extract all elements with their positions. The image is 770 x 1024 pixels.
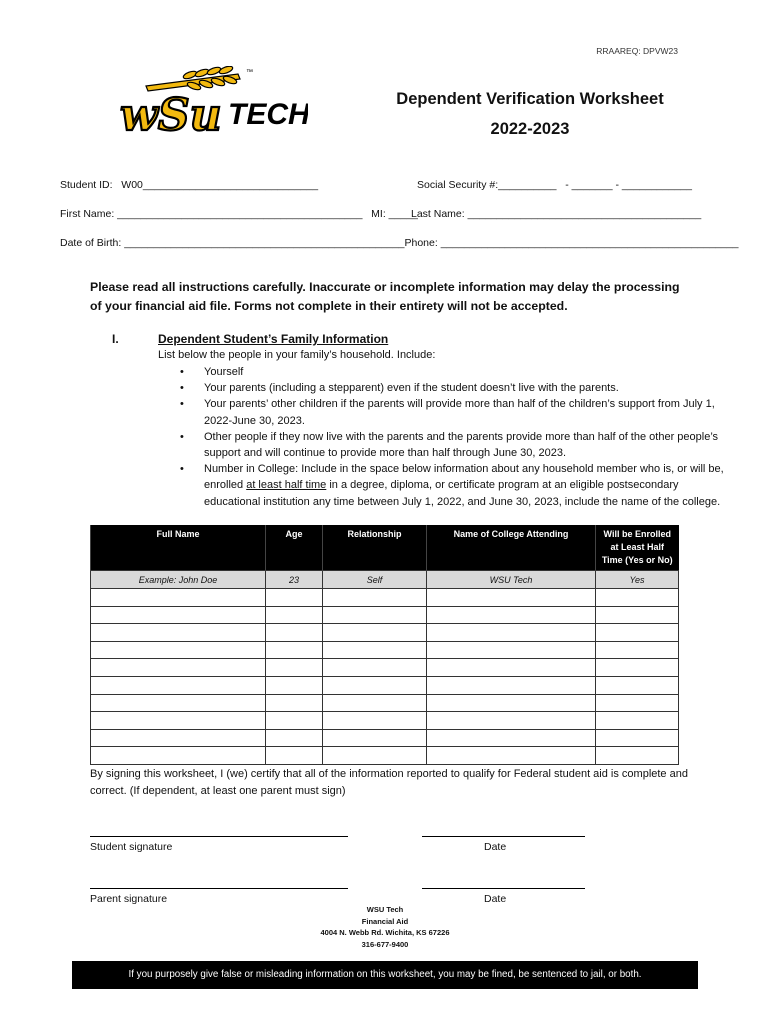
example-row bbox=[91, 571, 679, 589]
last-name-field[interactable]: Last Name: ________________________________________ bbox=[411, 208, 702, 220]
footer-street: 4004 N. Webb Rd. Wichita, KS 67226 bbox=[320, 928, 450, 937]
list-item: • Your parents’ other children if the parents will provide more than half of the children’s support from July 1, 2022-June 30, 2023. bbox=[204, 396, 734, 428]
example-relationship: Self bbox=[323, 571, 427, 589]
wsu-tech-logo-graphic bbox=[118, 66, 308, 146]
svg-text:™: ™ bbox=[246, 69, 253, 76]
include-list bbox=[160, 364, 734, 510]
list-item: • Other people if they now live with the parents and the parents provide more than half of the other people’s support and will continue to provide more than half through June 30, 2023. bbox=[204, 429, 734, 461]
header-college: Name of College Attending bbox=[427, 525, 596, 571]
dob-phone-field[interactable]: Date of Birth: ________________________________________________Phone: ___________________________________________________ bbox=[60, 237, 739, 249]
table-row[interactable] bbox=[91, 659, 679, 677]
svg-text:TECH: TECH bbox=[228, 98, 308, 131]
header-enrolled: Will be Enrolled at Least Half Time (Yes or No) bbox=[596, 525, 679, 571]
list-item: • Yourself bbox=[204, 364, 734, 380]
wsu-tech-logo bbox=[118, 66, 308, 146]
instructions: Please read all instructions carefully. Inaccurate or incomplete information may delay the processing of your financial aid file. Forms not complete in their entirety will not be accepted. bbox=[90, 280, 680, 313]
example-name: Example: John Doe bbox=[91, 571, 266, 589]
parent-date-label: Date bbox=[484, 893, 507, 905]
table-row[interactable] bbox=[91, 747, 679, 765]
footer-org: WSU Tech bbox=[366, 905, 404, 914]
table-row[interactable] bbox=[91, 641, 679, 659]
example-enrolled: Yes bbox=[596, 571, 679, 589]
section-title: Dependent Student’s Family Information bbox=[158, 332, 389, 346]
table-row[interactable] bbox=[91, 694, 679, 712]
section-intro: List below the people in your family’s household. Include: bbox=[158, 349, 436, 361]
form-title: Dependent Verification Worksheet bbox=[396, 90, 664, 108]
header-full-name: Full Name bbox=[91, 525, 266, 571]
table-row[interactable] bbox=[91, 589, 679, 607]
footer-phone: 316-677-9400 bbox=[361, 939, 409, 949]
header-age: Age bbox=[266, 525, 323, 571]
table-row[interactable] bbox=[91, 676, 679, 694]
table-row[interactable] bbox=[91, 712, 679, 730]
parent-signature-label: Parent signature bbox=[90, 893, 168, 905]
footer-dept: Financial Aid bbox=[361, 916, 409, 926]
form-code: RRAAREQ: DPVW23 bbox=[596, 46, 678, 56]
warning-banner: If you purposely give false or misleading information on this worksheet, you may be fined, be sentenced to jail, or both. bbox=[72, 961, 698, 989]
list-item: • Number in College: Include in the space below information about any household member who is, or will be, enrolled at least half time in a degree, diploma, or certificate program at an eligible postsecondary educational institution any time between July 1, 2022, and June 30, 2023, include the name of the college. bbox=[204, 461, 734, 510]
certification-text: By signing this worksheet, I (we) certify that all of the information reported to qualify for Federal student aid is complete and correct. (If dependent, at least one parent must sign) bbox=[90, 768, 688, 797]
table-row[interactable] bbox=[91, 606, 679, 624]
parent-signature-line[interactable] bbox=[90, 888, 348, 889]
emphasis-half-time: at least half time bbox=[246, 479, 327, 492]
parent-date-line[interactable] bbox=[422, 888, 585, 889]
table-row[interactable] bbox=[91, 624, 679, 642]
table-header-row bbox=[91, 525, 679, 571]
student-signature-line[interactable] bbox=[90, 836, 348, 837]
first-name-field[interactable]: First Name: __________________________________________ MI: _____ bbox=[60, 208, 418, 220]
table-row[interactable] bbox=[91, 729, 679, 747]
form-year: 2022-2023 bbox=[490, 120, 570, 138]
student-signature-label: Student signature bbox=[90, 841, 173, 853]
section-number: I. bbox=[112, 332, 119, 346]
student-id-field[interactable]: Student ID: W00______________________________ bbox=[60, 179, 319, 191]
svg-text:wSu: wSu bbox=[120, 90, 222, 141]
header-relationship: Relationship bbox=[323, 525, 427, 571]
list-item: • Your parents (including a stepparent) even if the student doesn’t live with the parents. bbox=[204, 380, 734, 396]
student-date-line[interactable] bbox=[422, 836, 585, 837]
example-college: WSU Tech bbox=[427, 571, 596, 589]
ssn-field[interactable]: Social Security #:__________ - _______ - ____________ bbox=[417, 179, 692, 191]
family-table bbox=[90, 525, 679, 765]
student-date-label: Date bbox=[484, 841, 507, 853]
example-age: 23 bbox=[266, 571, 323, 589]
footer-address bbox=[285, 904, 485, 950]
